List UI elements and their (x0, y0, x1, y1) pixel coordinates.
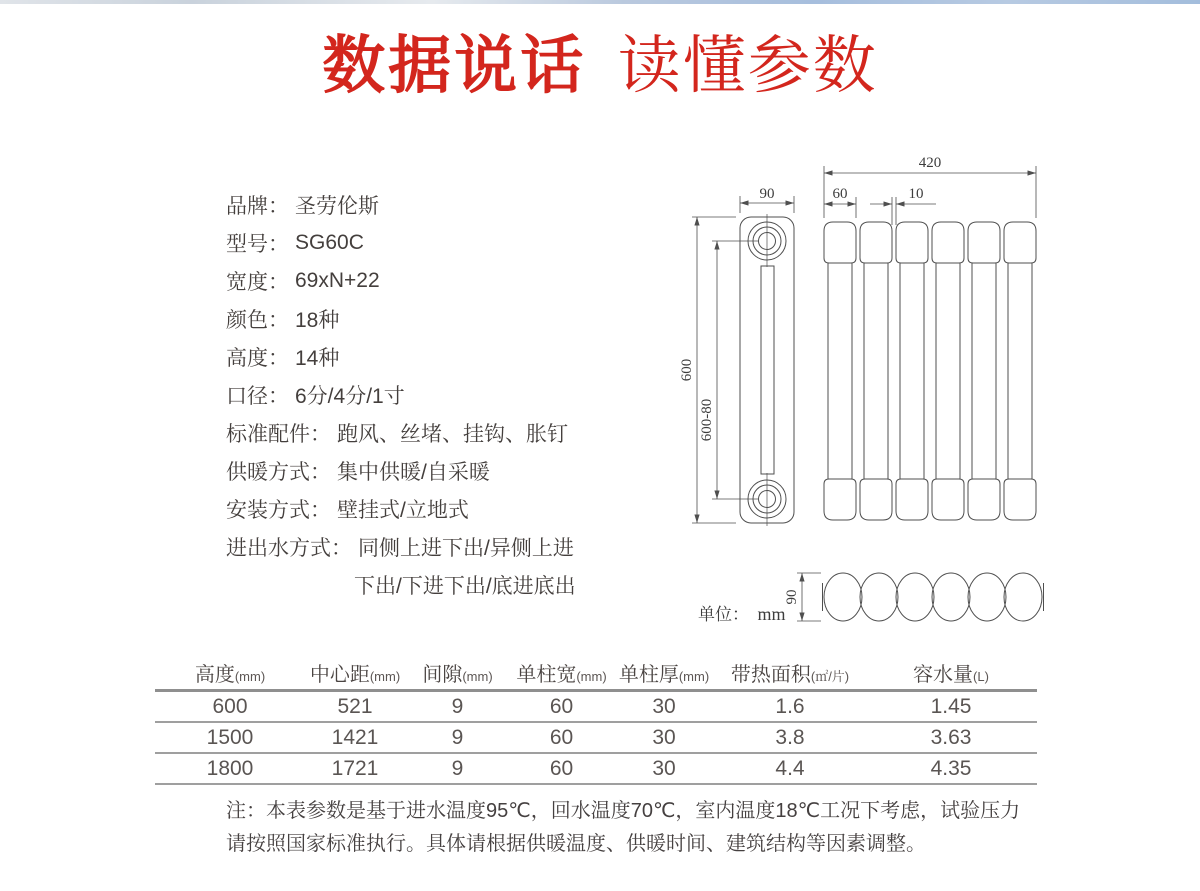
table-header-row (155, 656, 1037, 691)
table-cell: 9 (405, 753, 510, 784)
table-cell: 3.63 (865, 722, 1037, 753)
spec-row-caliber (226, 376, 576, 414)
spec-row-height (226, 338, 576, 376)
spec-label: 宽度： (226, 271, 289, 294)
table-cell: 30 (613, 753, 715, 784)
spec-label: 型号： (226, 233, 289, 256)
spec-row-color (226, 300, 576, 338)
spec-label: 标准配件： (226, 423, 331, 446)
table-cell: 30 (613, 691, 715, 723)
spec-label: 品牌： (226, 195, 289, 218)
spec-value: 集中供暖/自采暖 (337, 461, 490, 484)
spec-value: 14种 (295, 347, 340, 370)
spec-value: 同侧上进下出/异侧上进 (358, 537, 574, 560)
table-row (155, 753, 1037, 784)
table-cell: 30 (613, 722, 715, 753)
dim-side-center-distance: 600-80 (699, 398, 715, 442)
table-cell: 1421 (305, 722, 405, 753)
column-header-unit: (mm) (462, 669, 493, 684)
spec-value: 69xN+22 (295, 269, 380, 292)
column-header-unit: (mm) (369, 669, 401, 684)
front-view-dimensions (824, 166, 1036, 225)
column-header-center-distance (305, 656, 405, 691)
table-cell: 60 (510, 722, 613, 753)
dim-side-width: 90 (759, 186, 775, 202)
column-header-unit: (mm) (576, 669, 607, 684)
column-header-heating-area (715, 656, 865, 691)
spec-row-accessories (226, 414, 576, 452)
column-header-label: 中心距 (309, 664, 370, 686)
spec-row-brand (226, 186, 576, 224)
table-cell: 1.6 (715, 691, 865, 723)
table-cell: 4.4 (715, 753, 865, 784)
footnote-line-1: 注：本表参数是基于进水温度95℃，回水温度70℃，室内温度18℃工况下考虑，试验压力 (226, 800, 1021, 822)
radiator-side-view (740, 214, 794, 526)
footnote (226, 795, 1020, 861)
spec-label: 口径： (226, 385, 289, 408)
dim-front-column-gap: 10 (908, 186, 924, 202)
unit-note-label: 单位： (698, 605, 749, 624)
column-header-label: 单柱宽 (516, 664, 577, 686)
dim-top-depth: 90 (784, 589, 800, 605)
spec-value: 下出/下进下出/底进底出 (354, 575, 576, 598)
page-title (0, 30, 1200, 102)
dim-front-column-width: 60 (832, 186, 848, 202)
table-cell: 1.45 (865, 691, 1037, 723)
column-header-column-width (510, 656, 613, 691)
column-header-unit: (L) (973, 669, 989, 684)
top-view-dimensions (797, 573, 821, 621)
table-row (155, 691, 1037, 723)
spec-label: 颜色： (226, 309, 289, 332)
spec-row-heating-mode (226, 452, 576, 490)
column-header-label: 带热面积 (730, 664, 811, 686)
table-cell: 521 (305, 691, 405, 723)
radiator-front-view (824, 222, 1036, 520)
dim-front-total-width: 420 (918, 155, 942, 171)
column-header-unit: (mm) (678, 669, 710, 684)
radiator-drawing-svg (665, 148, 1097, 640)
column-header-gap (405, 656, 510, 691)
spec-label: 供暖方式： (226, 461, 331, 484)
spec-row-model (226, 224, 576, 262)
column-header-unit: (㎡/片) (810, 669, 850, 684)
table-cell: 1800 (155, 753, 305, 784)
footnote-line-2: 请按照国家标准执行。具体请根据供暖温度、供暖时间、建筑结构等因素调整。 (226, 833, 926, 855)
column-header-label: 间隙 (422, 664, 463, 686)
spec-value: 圣劳伦斯 (295, 195, 379, 218)
column-header-height (155, 656, 305, 691)
spec-value: 壁挂式/立地式 (337, 499, 469, 522)
table-cell: 600 (155, 691, 305, 723)
table-cell: 1500 (155, 722, 305, 753)
table-cell: 60 (510, 753, 613, 784)
column-header-label: 容水量 (913, 664, 974, 686)
table-cell: 1721 (305, 753, 405, 784)
spec-value: 6分/4分/1寸 (295, 385, 405, 408)
table-cell: 60 (510, 691, 613, 723)
spec-value: 18种 (295, 309, 340, 332)
page-title-light: 读懂参数 (617, 31, 878, 101)
table-cell: 9 (405, 722, 510, 753)
column-header-label: 高度 (194, 664, 235, 686)
column-header-unit: (mm) (234, 669, 266, 684)
dim-side-height: 600 (679, 358, 695, 382)
spec-value: SG60C (295, 231, 364, 254)
parameter-table (155, 656, 1037, 785)
unit-note (698, 604, 785, 624)
top-accent-strip (0, 0, 1200, 4)
spec-label: 高度： (226, 347, 289, 370)
side-view-dimensions (692, 196, 794, 523)
spec-row-water-inlet-continued (226, 566, 576, 604)
spec-row-installation (226, 490, 576, 528)
spec-row-width (226, 262, 576, 300)
table-cell: 4.35 (865, 753, 1037, 784)
column-header-water-capacity (865, 656, 1037, 691)
spec-row-water-inlet (226, 528, 576, 566)
column-header-column-thickness (613, 656, 715, 691)
page-title-bold: 数据说话 (322, 31, 587, 101)
spec-label: 安装方式： (226, 499, 331, 522)
product-spec-list (226, 186, 576, 604)
unit-note-value: mm (757, 604, 786, 624)
column-header-label: 单柱厚 (618, 664, 679, 686)
radiator-technical-drawing (665, 148, 1097, 640)
spec-value: 跑风、丝堵、挂钩、胀钉 (337, 423, 568, 446)
table-cell: 9 (405, 691, 510, 723)
spec-label: 进出水方式： (226, 537, 352, 560)
table-row (155, 722, 1037, 753)
table-cell: 3.8 (715, 722, 865, 753)
radiator-top-view (823, 573, 1044, 621)
